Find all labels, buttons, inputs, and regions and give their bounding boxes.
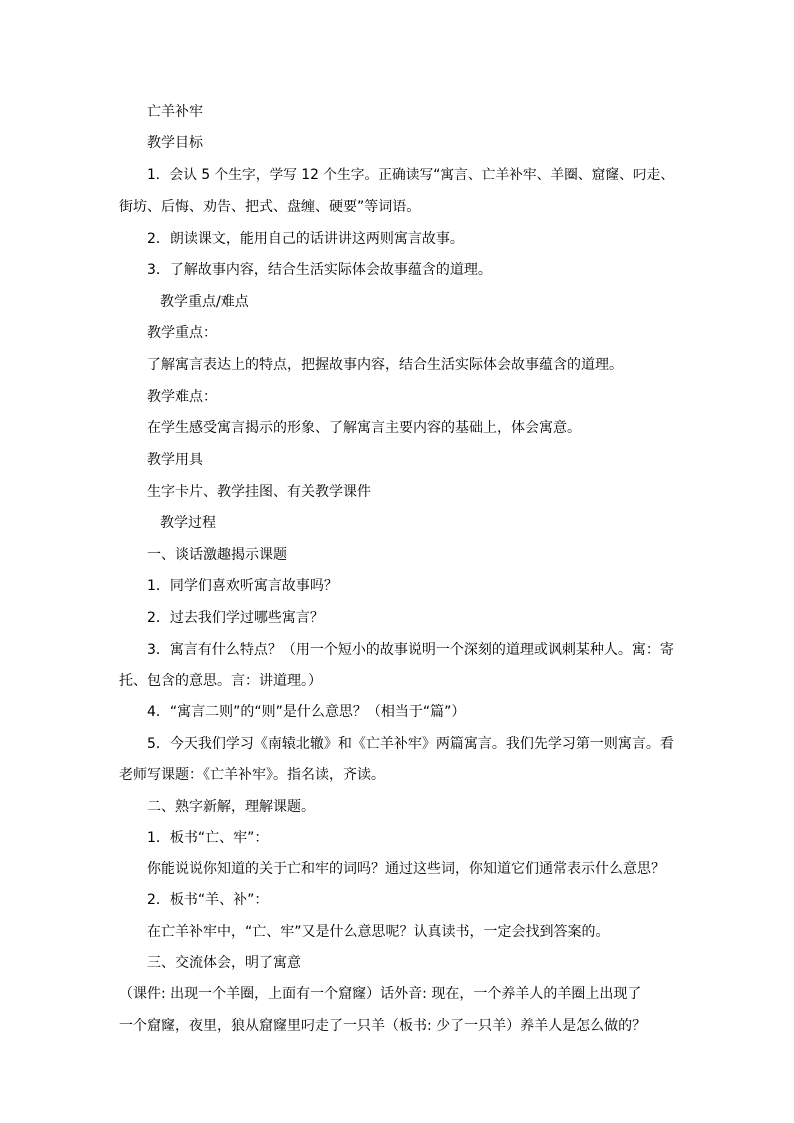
paragraph-step-3-cont: 一个窟窿，夜里，狼从窟窿里叼走了一只羊（板书: 少了一只羊）养羊人是怎么做的？ — [119, 1018, 647, 1034]
paragraph-step-1-3-cont: 托、包含的意思。言：讲道理。） — [119, 673, 322, 689]
paragraph-key-point: 了解寓言表达上的特点，把握故事内容，结合生活实际体会故事蕴含的道理。 — [147, 357, 623, 373]
paragraph-step-1-4: 4．“寓言二则”的“则”是什么意思？（相当于“篇”） — [147, 704, 466, 720]
section-heading-materials: 教学用具 — [147, 452, 203, 468]
paragraph-objective-3: 3．了解故事内容，结合生活实际体会故事蕴含的道理。 — [147, 262, 492, 278]
paragraph-step-2-1-body: 你能说说你知道的关于亡和牢的词吗？通过这些词，你知道它们通常表示什么意思？ — [147, 861, 665, 877]
paragraph-step-2-2: 2．板书“羊、补”： — [147, 892, 269, 908]
lesson-title: 亡羊补牢 — [147, 104, 203, 120]
section-heading-key-points: 教学重点/难点 — [160, 294, 249, 310]
step-heading-1: 一、谈话激趣揭示课题 — [147, 547, 287, 563]
paragraph-step-3: （课件: 出现一个羊圈，上面有一个窟窿）话外音: 现在，一个养羊人的羊圈上出现了 — [119, 986, 642, 1002]
section-heading-objectives: 教学目标 — [147, 135, 203, 151]
subheading-difficulty: 教学难点： — [147, 389, 217, 405]
paragraph-difficulty: 在学生感受寓言揭示的形象、了解寓言主要内容的基础上，体会寓意。 — [147, 420, 581, 436]
paragraph-step-1-3: 3．寓言有什么特点？（用一个短小的故事说明一个深刻的道理或讽刺某种人。寓：寄 — [147, 642, 674, 658]
step-heading-2: 二、熟字新解，理解课题。 — [147, 799, 315, 815]
paragraph-step-1-5: 5．今天我们学习《南辕北辙》和《亡羊补牢》两篇寓言。我们先学习第一则寓言。看 — [147, 736, 674, 752]
paragraph-step-1-2: 2．过去我们学过哪些寓言？ — [147, 610, 324, 626]
paragraph-objective-1-cont: 街坊、后悔、劝告、把式、盘缠、硬要”等词语。 — [119, 199, 421, 215]
paragraph-materials: 生字卡片、教学挂图、有关教学课件 — [147, 484, 371, 500]
step-heading-3: 三、交流体会，明了寓意 — [147, 955, 301, 971]
paragraph-objective-1: 1．会认 5 个生字，学写 12 个生字。正确读写“寓言、亡羊补牢、羊圈、窟窿、叼走、 — [147, 167, 675, 183]
paragraph-step-2-2-body: 在亡羊补牢中，“亡、牢”又是什么意思呢？认真读书，一定会找到答案的。 — [147, 924, 610, 940]
paragraph-step-1-5-cont: 老师写课题：《亡羊补牢》。指名读，齐读。 — [119, 767, 385, 783]
section-heading-process: 教学过程 — [160, 515, 216, 531]
paragraph-objective-2: 2．朗读课文，能用自己的话讲讲这两则寓言故事。 — [147, 231, 464, 247]
paragraph-step-2-1: 1．板书“亡、牢”： — [147, 830, 269, 846]
subheading-key-point: 教学重点： — [147, 325, 217, 341]
paragraph-step-1-1: 1．同学们喜欢听寓言故事吗？ — [147, 578, 338, 594]
